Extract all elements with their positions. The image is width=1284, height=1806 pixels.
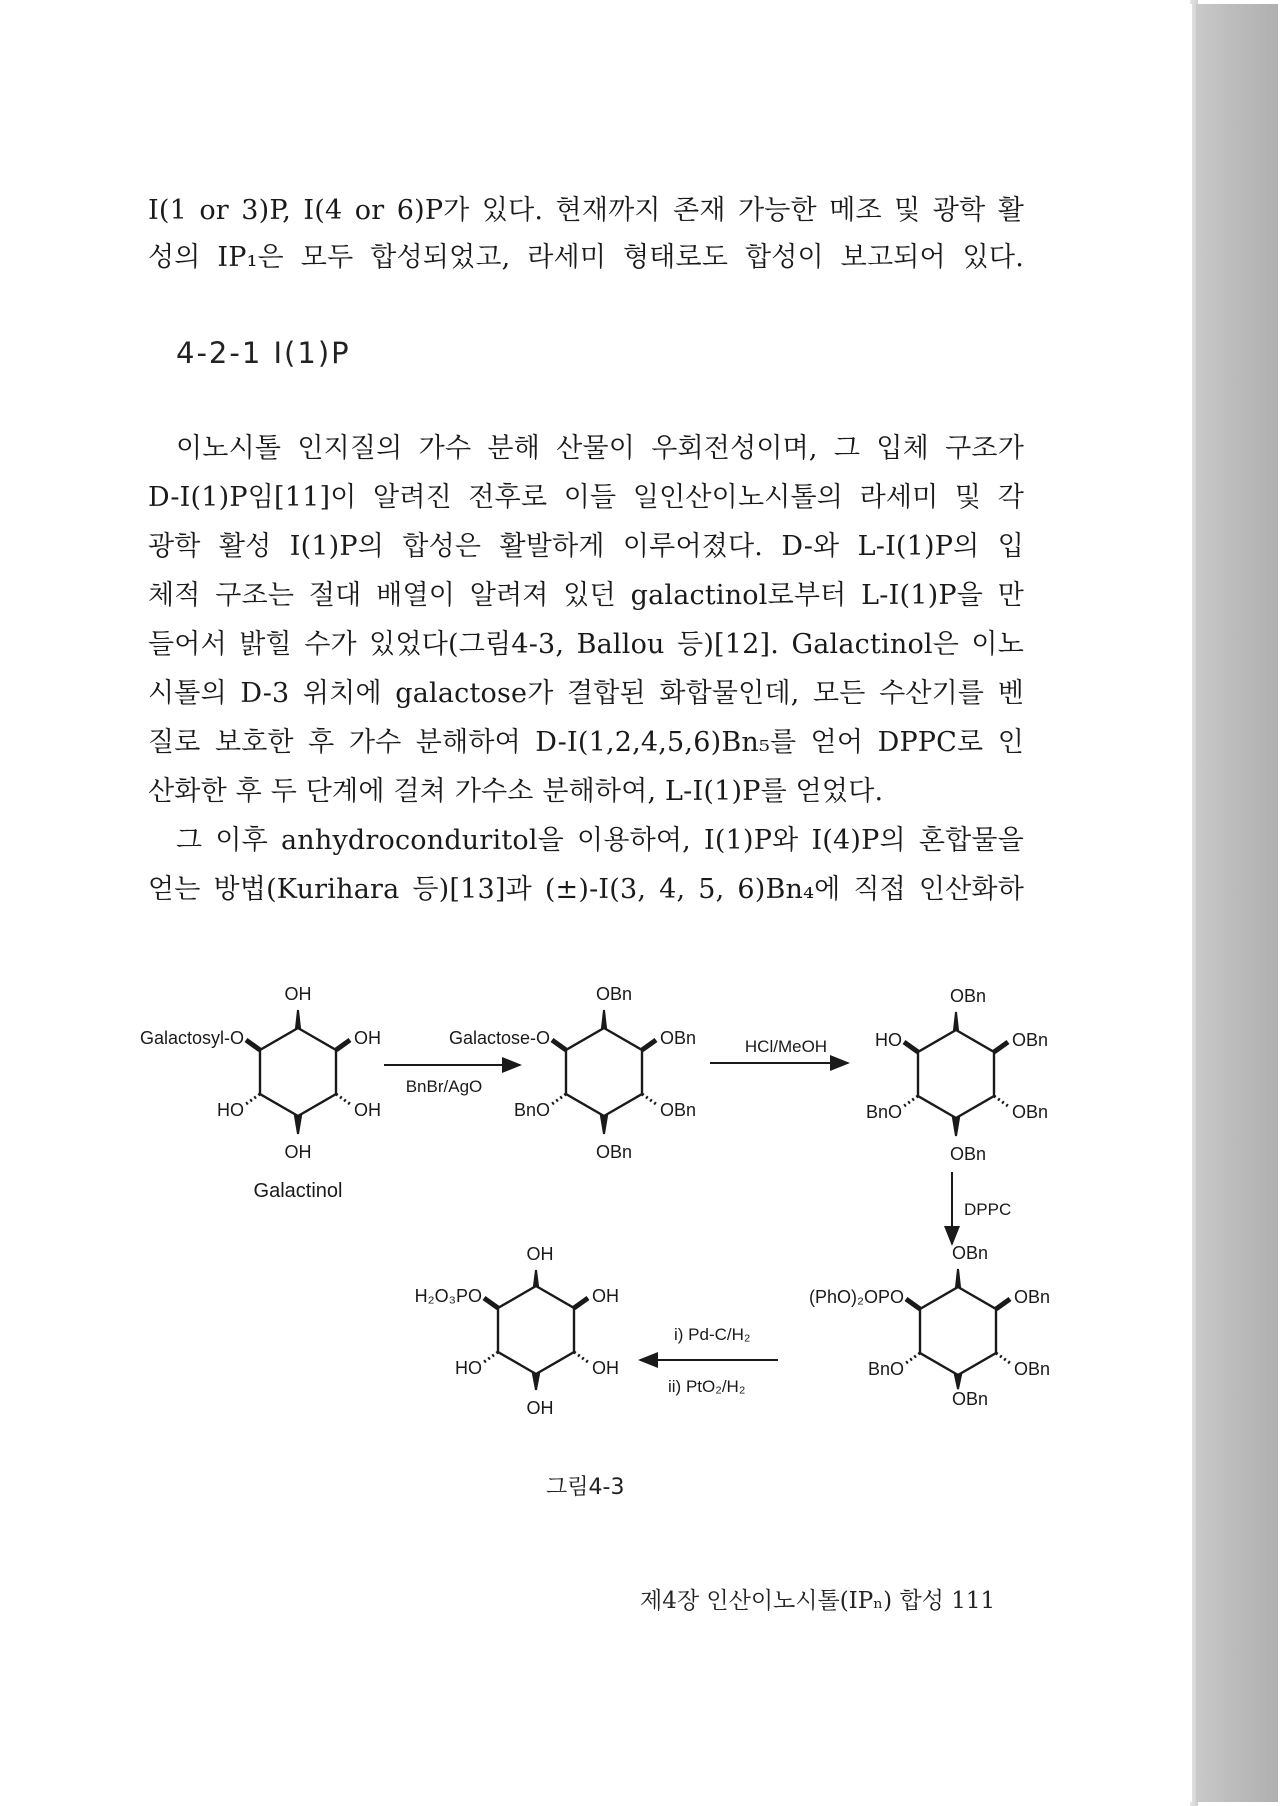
page-footer: 제4장 인산이노시톨(IPₙ) 합성 111: [640, 1588, 996, 1614]
paragraph-line-5: 들어서 밝힐 수가 있었다(그림4-3, Ballou 등)[12]. Galactinol은 이노: [148, 629, 1024, 660]
paragraph-line-1: 이노시톨 인지질의 가수 분해 산물이 우회전성이며, 그 입체 구조가: [176, 433, 1024, 464]
c2-ll: BnO: [513, 1100, 550, 1120]
c4-ul: (PhO)₂OPO: [808, 1287, 904, 1307]
c5-bottom: OH: [526, 1398, 554, 1418]
c1-bottom: OH: [284, 1142, 312, 1162]
c2-bottom: OBn: [595, 1142, 633, 1162]
figure-caption: 그림4-3: [546, 1475, 625, 1500]
c3-ul: HO: [875, 1030, 902, 1050]
body-line-1: I(1 or 3)P, I(4 or 6)P가 있다. 현재까지 존재 가능한 메조 및 광학 활: [148, 195, 1024, 226]
c5-lr: OH: [592, 1358, 619, 1378]
c4-lr: OBn: [1014, 1359, 1051, 1379]
c1-lr: OH: [354, 1100, 381, 1120]
c2-lr: OBn: [660, 1100, 697, 1120]
paragraph-line-4: 체적 구조는 절대 배열이 알려져 있던 galactinol로부터 L-I(1)P을 만: [148, 580, 1024, 611]
c1-ll: HO: [217, 1100, 244, 1120]
reagent-dppc: DPPC: [964, 1200, 1012, 1219]
reagent-hcl: HCl/MeOH: [744, 1037, 828, 1056]
paragraph-line-2: D-I(1)P임[11]이 알려진 전후로 이들 일인산이노시톨의 라세미 및 각: [148, 482, 1024, 513]
c3-ur: OBn: [1012, 1030, 1049, 1050]
c4-ll: BnO: [867, 1359, 904, 1379]
c2-ur: OBn: [660, 1028, 697, 1048]
c1-name: Galactinol: [253, 1180, 343, 1202]
c2-top: OBn: [595, 984, 633, 1004]
c3-top: OBn: [949, 986, 987, 1006]
reagent-pdc: i) Pd-C/H₂: [674, 1325, 751, 1344]
paragraph-line-7: 질로 보호한 후 가수 분해하여 D-I(1,2,4,5,6)Bn₅를 얻어 DPPC로 인: [148, 727, 1024, 758]
c1-ur: OH: [354, 1028, 381, 1048]
reagent-pto2: ii) PtO₂/H₂: [668, 1377, 746, 1396]
paragraph-line-3: 광학 활성 I(1)P의 합성은 활발하게 이루어졌다. D-와 L-I(1)P의 입: [148, 531, 1024, 562]
c4-top: OBn: [951, 1243, 989, 1263]
c4-ur: OBn: [1014, 1287, 1051, 1307]
reagent-bnbr: BnBr/AgO: [405, 1077, 483, 1096]
paragraph-line-10: 얻는 방법(Kurihara 등)[13]과 (±)-I(3, 4, 5, 6)Bn₄에 직접 인산화하: [148, 874, 1024, 905]
c2-ul: Galactose-O: [448, 1028, 550, 1048]
c1-top: OH: [284, 984, 312, 1004]
body-line-2: 성의 IP₁은 모두 합성되었고, 라세미 형태로도 합성이 보고되어 있다.: [148, 242, 1024, 273]
c5-top: OH: [526, 1244, 554, 1264]
section-title: 4-2-1 I(1)P: [176, 336, 351, 370]
paragraph-line-9: 그 이후 anhydroconduritol을 이용하여, I(1)P와 I(4)P의 혼합물을: [176, 825, 1024, 856]
paragraph-line-8: 산화한 후 두 단계에 걸쳐 가수소 분해하여, L-I(1)P를 얻었다.: [148, 776, 884, 807]
c5-ll: HO: [455, 1358, 482, 1378]
c5-ul: H₂O₃PO: [414, 1286, 482, 1306]
c1-ul: Galactosyl-O: [139, 1028, 244, 1048]
page-stack-edge: [1196, 4, 1278, 1802]
c5-ur: OH: [592, 1286, 619, 1306]
c3-lr: OBn: [1012, 1102, 1049, 1122]
c4-bottom: OBn: [951, 1389, 989, 1409]
paragraph-line-6: 시톨의 D-3 위치에 galactose가 결합된 화합물인데, 모든 수산기를 벤: [148, 678, 1024, 709]
c3-bottom: OBn: [949, 1144, 987, 1164]
c3-ll: BnO: [865, 1102, 902, 1122]
